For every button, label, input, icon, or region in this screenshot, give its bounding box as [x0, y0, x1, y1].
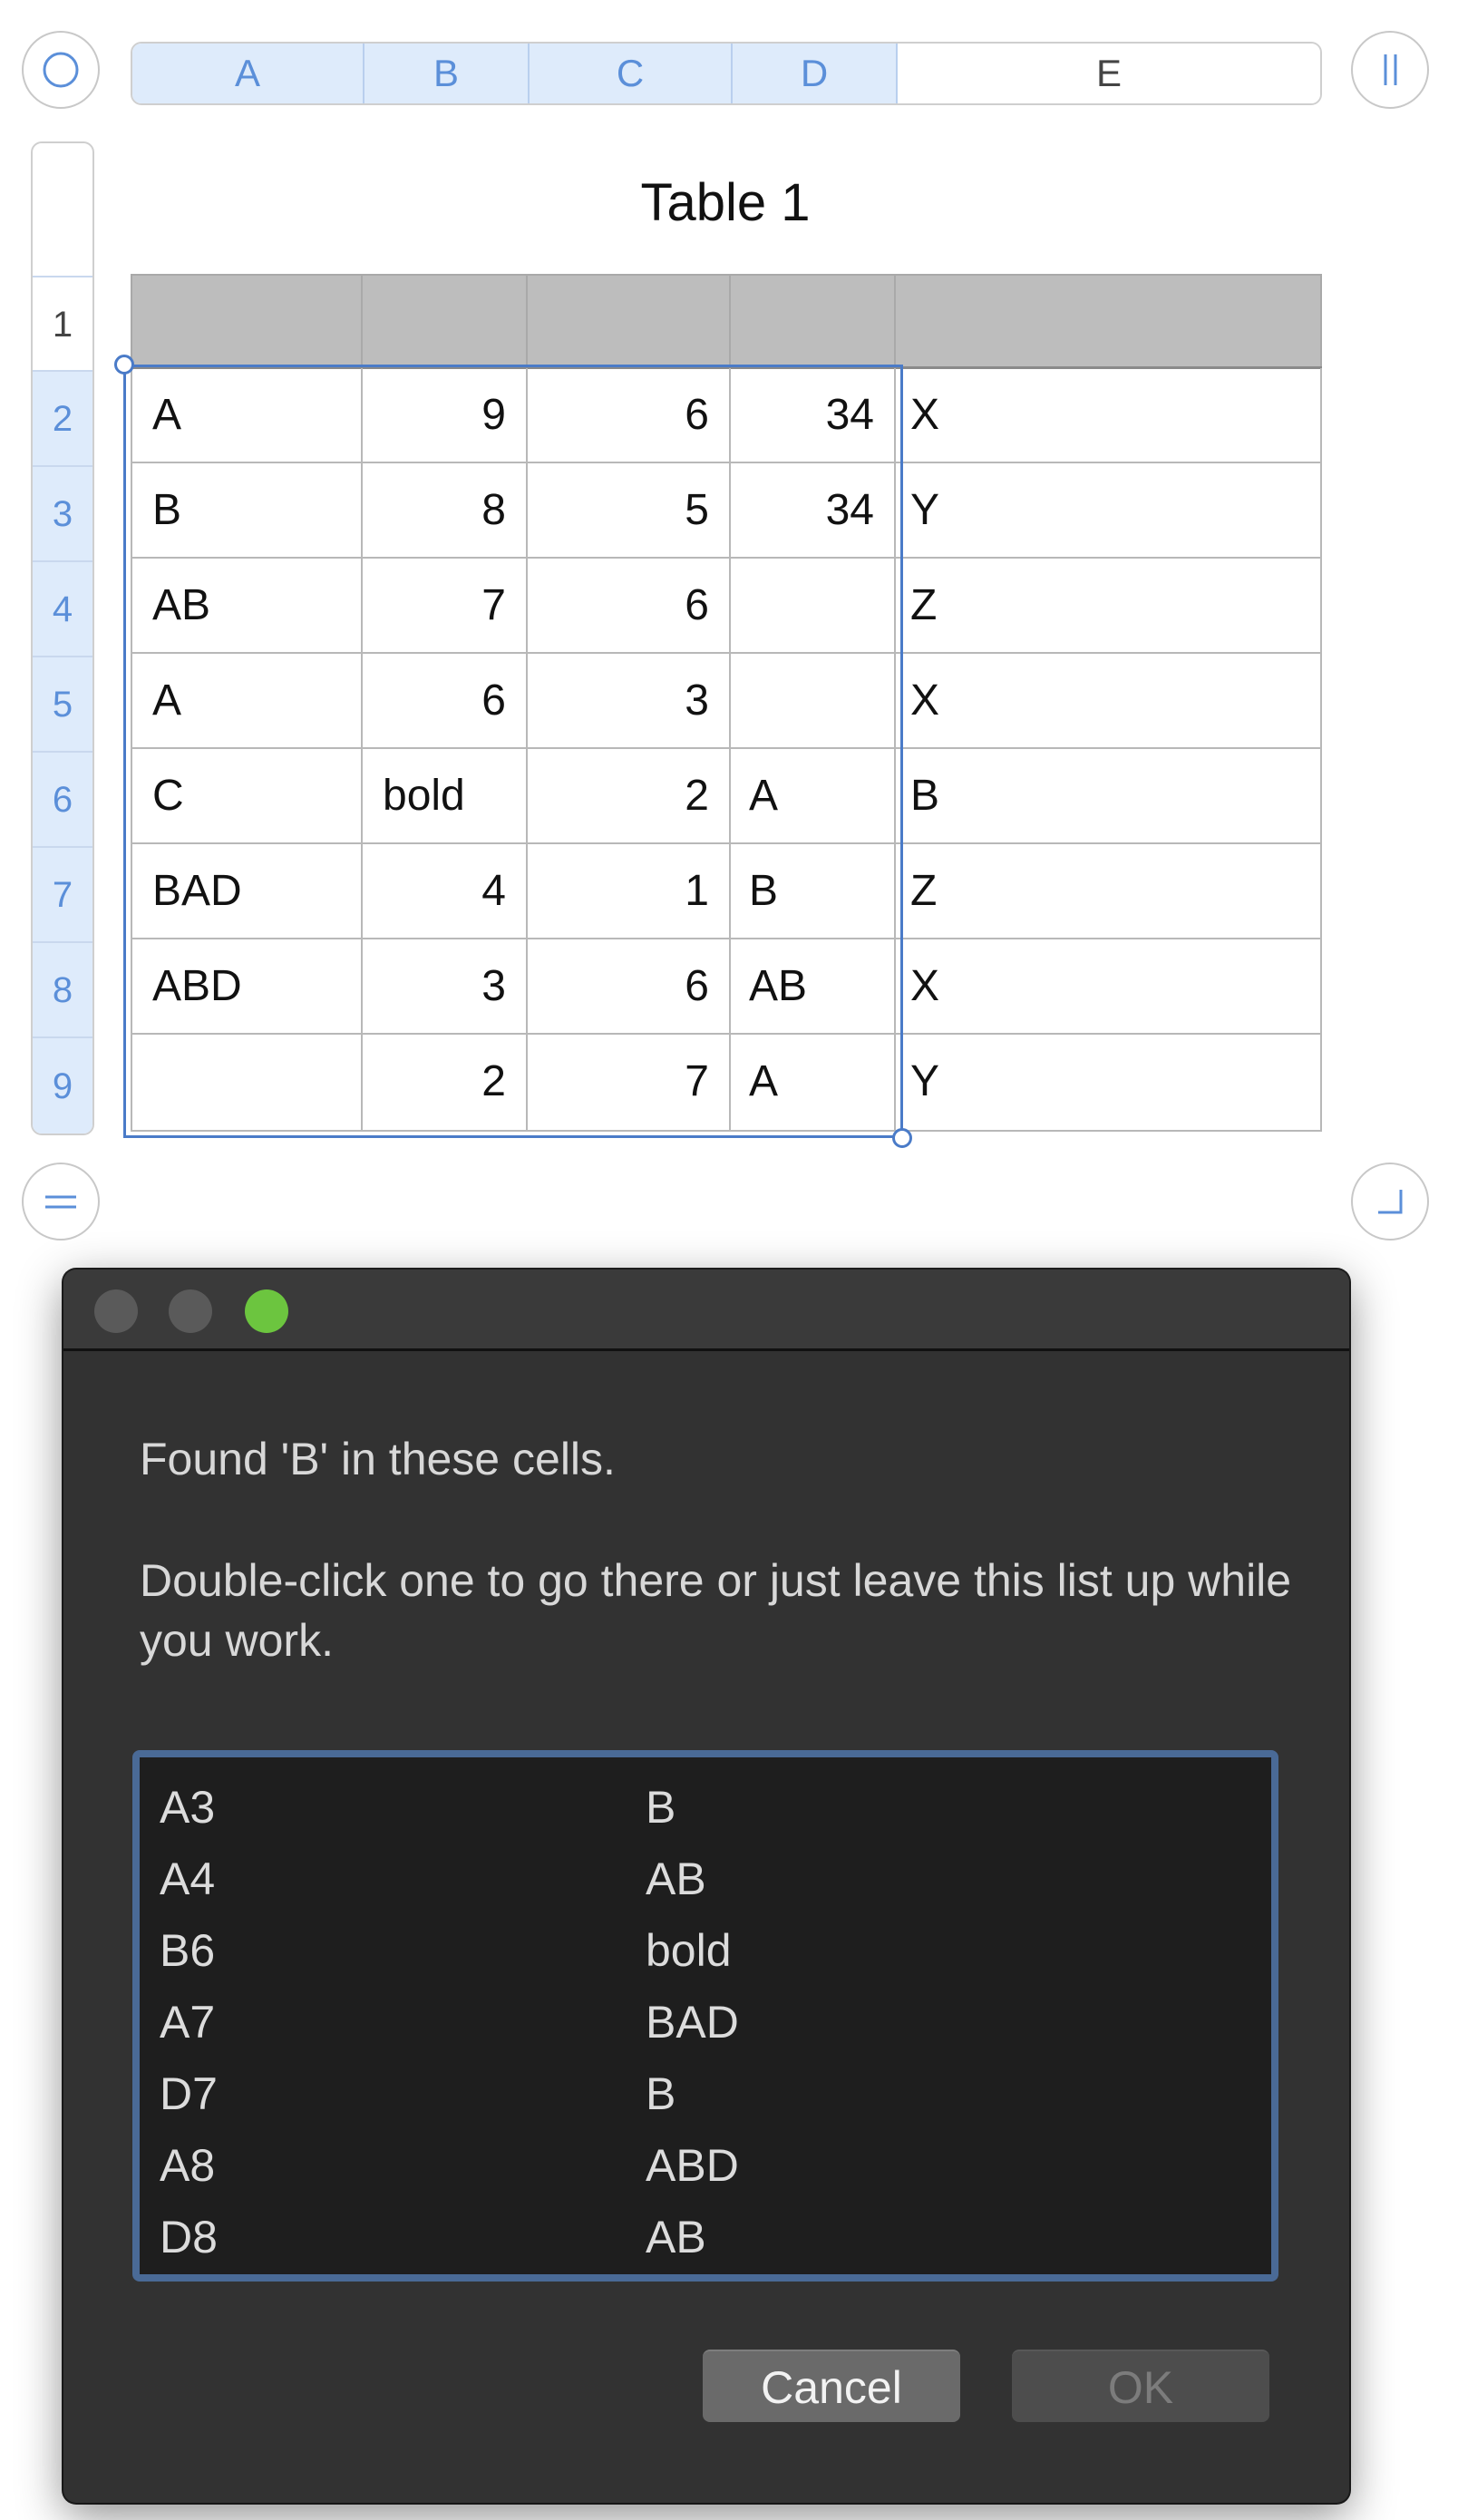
table-cell[interactable]: A	[731, 749, 896, 844]
result-cell-value: AB	[646, 1854, 706, 1904]
pause-columns-icon	[1353, 33, 1431, 111]
row-header-3[interactable]: 3	[33, 465, 92, 560]
column-header-c[interactable]: C	[530, 44, 733, 103]
result-cell-value: B	[646, 2068, 676, 2119]
column-header-a[interactable]: A	[132, 44, 364, 103]
table-cell[interactable]	[731, 559, 896, 654]
result-cell-ref: A8	[160, 2140, 216, 2191]
minimize-window-button[interactable]	[169, 1289, 212, 1333]
list-item[interactable]	[140, 1915, 1271, 1987]
table-cell[interactable]: 1	[528, 844, 731, 939]
list-item[interactable]	[140, 1844, 1271, 1915]
list-item[interactable]	[140, 2130, 1271, 2202]
table-cell[interactable]	[131, 274, 363, 368]
table-cell[interactable]: Y	[896, 1035, 1322, 1132]
table-cell[interactable]: B	[131, 463, 363, 559]
row-header-2[interactable]: 2	[33, 370, 92, 465]
table-cell[interactable]: 34	[731, 368, 896, 463]
column-header-b[interactable]: B	[364, 44, 530, 103]
table-select-button[interactable]	[22, 31, 100, 109]
find-results-dialog	[63, 1270, 1349, 2503]
dialog-instructions: Double-click one to go there or just leave this list up while you work.	[140, 1555, 1292, 1666]
result-cell-ref: A3	[160, 1782, 216, 1833]
table-cell[interactable]: 8	[363, 463, 528, 559]
table-cell[interactable]: 6	[528, 939, 731, 1035]
table-cell[interactable]: X	[896, 368, 1322, 463]
result-cell-value: bold	[646, 1925, 732, 1976]
row-header-7[interactable]: 7	[33, 846, 92, 941]
table-cell[interactable]: A	[131, 368, 363, 463]
resize-table-button[interactable]	[1351, 1163, 1429, 1241]
table-cell[interactable]: AB	[731, 939, 896, 1035]
row-header-1[interactable]: 1	[33, 276, 92, 370]
table-cell[interactable]	[528, 274, 731, 368]
selection-handle-bottom-right[interactable]	[892, 1128, 912, 1148]
table-cell[interactable]: 6	[528, 559, 731, 654]
row-header-5[interactable]: 5	[33, 656, 92, 751]
table-cell[interactable]: 3	[363, 939, 528, 1035]
search-results-list[interactable]	[132, 1750, 1278, 2282]
circle-select-icon	[24, 33, 102, 111]
table-cell[interactable]: X	[896, 654, 1322, 749]
dialog-titlebar[interactable]	[63, 1270, 1349, 1351]
close-window-button[interactable]	[94, 1289, 138, 1333]
list-item[interactable]	[140, 2058, 1271, 2130]
table-cell[interactable]: B	[896, 749, 1322, 844]
table-cell[interactable]: Y	[896, 463, 1322, 559]
selection-handle-top-left[interactable]	[114, 355, 134, 375]
row-header-4[interactable]: 4	[33, 560, 92, 656]
row-header-strip	[31, 141, 94, 1135]
list-item[interactable]	[140, 1772, 1271, 1844]
table-cell[interactable]	[731, 274, 896, 368]
result-cell-ref: D8	[160, 2212, 218, 2262]
column-header-d[interactable]: D	[733, 44, 898, 103]
table-title[interactable]: Table 1	[640, 173, 811, 232]
result-cell-value: ABD	[646, 2140, 739, 2191]
table-cell[interactable]: 6	[363, 654, 528, 749]
table-cell[interactable]: 4	[363, 844, 528, 939]
result-cell-ref: A7	[160, 1997, 216, 2048]
table-cell[interactable]: AB	[131, 559, 363, 654]
table-cell[interactable]: B	[731, 844, 896, 939]
result-cell-ref: D7	[160, 2068, 218, 2119]
table-cell[interactable]: C	[131, 749, 363, 844]
table-cell[interactable]	[131, 1035, 363, 1132]
table-cell[interactable]: ABD	[131, 939, 363, 1035]
dialog-message: Found 'B' in these cells.	[140, 1434, 616, 1484]
zoom-window-button[interactable]	[245, 1289, 288, 1333]
row-header-6[interactable]: 6	[33, 751, 92, 846]
table-cell[interactable]: X	[896, 939, 1322, 1035]
table-cell[interactable]: BAD	[131, 844, 363, 939]
result-cell-value: AB	[646, 2212, 706, 2262]
cancel-button[interactable]: Cancel	[703, 2350, 960, 2422]
add-column-button[interactable]	[1351, 31, 1429, 109]
column-header-bar	[131, 42, 1322, 105]
table-cell[interactable]: 7	[528, 1035, 731, 1132]
table-cell[interactable]: Z	[896, 559, 1322, 654]
table-cell[interactable]: 2	[528, 749, 731, 844]
table-cell[interactable]: A	[731, 1035, 896, 1132]
table-cell[interactable]: 5	[528, 463, 731, 559]
result-cell-ref: A4	[160, 1854, 216, 1904]
table-cell[interactable]: A	[131, 654, 363, 749]
table-cell[interactable]: 34	[731, 463, 896, 559]
result-cell-ref: B6	[160, 1925, 216, 1976]
table-cell[interactable]	[363, 274, 528, 368]
row-header-9[interactable]: 9	[33, 1036, 92, 1134]
table-cell[interactable]	[896, 274, 1322, 368]
row-header-8[interactable]: 8	[33, 941, 92, 1036]
table-cell[interactable]: Z	[896, 844, 1322, 939]
list-item[interactable]	[140, 2202, 1271, 2273]
table-grid	[131, 274, 1322, 1134]
table-cell[interactable]: 3	[528, 654, 731, 749]
table-cell[interactable]: 7	[363, 559, 528, 654]
add-row-button[interactable]	[22, 1163, 100, 1241]
result-cell-value: BAD	[646, 1997, 739, 2048]
table-cell[interactable]	[731, 654, 896, 749]
ok-button[interactable]: OK	[1012, 2350, 1269, 2422]
table-cell[interactable]: 9	[363, 368, 528, 463]
equals-rows-icon	[24, 1164, 102, 1242]
column-header-e[interactable]: E	[898, 44, 1320, 103]
table-cell[interactable]: 2	[363, 1035, 528, 1132]
table-cell[interactable]: bold	[363, 749, 528, 844]
table-cell[interactable]: 6	[528, 368, 731, 463]
result-cell-value: B	[646, 1782, 676, 1833]
list-item[interactable]	[140, 1987, 1271, 2058]
resize-corner-icon	[1353, 1164, 1431, 1242]
